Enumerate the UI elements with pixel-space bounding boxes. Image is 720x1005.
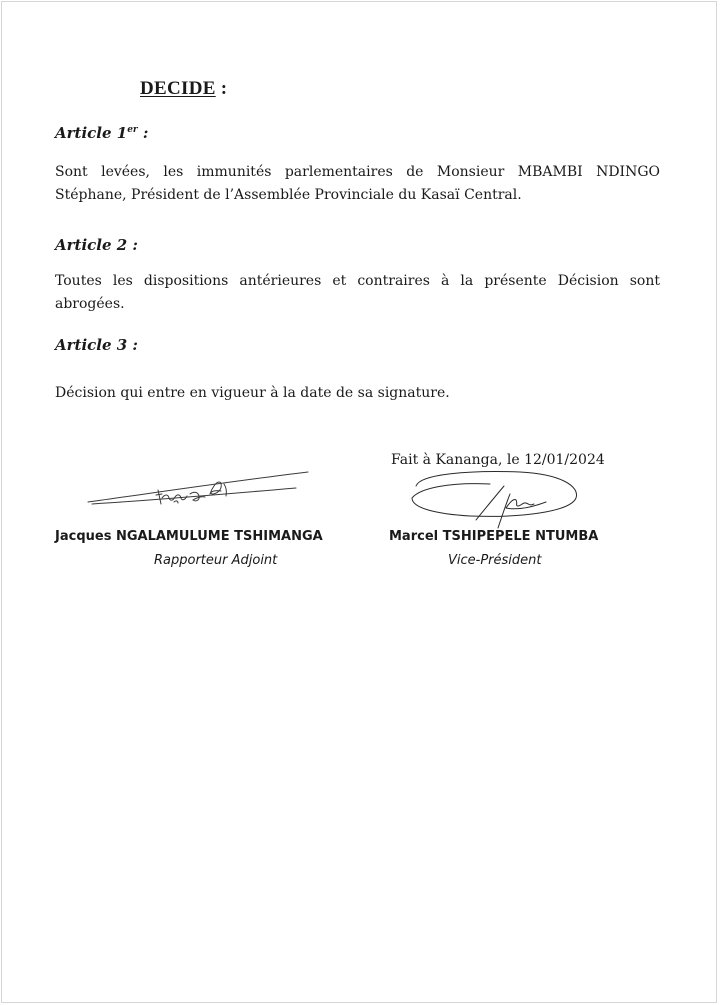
signature-right-image [410,468,586,534]
article-1-superscript: er [127,125,138,135]
document-page [1,1,717,1003]
decision-heading-text: DECIDE [140,78,216,99]
article-3-line-1: Décision qui entre en vigueur à la date de sa signature. [55,385,450,401]
signatory-1-name: Jacques NGALAMULUME TSHIMANGA [55,529,323,544]
decision-heading-colon: : [215,78,228,99]
article-2-body [55,270,660,316]
article-1-line-2: Stéphane, Président de l’Assemblée Provinciale du Kasaï Central. [55,187,522,203]
article-2-line-2: abrogées. [55,296,125,312]
signatory-1-role: Rapporteur Adjoint [154,553,278,568]
place-and-date: Fait à Kananga, le 12/01/2024 [391,452,605,468]
article-1-title-suffix: : [137,124,149,142]
article-3-body [55,382,660,405]
article-1-body [55,161,660,207]
signatory-2-name: Marcel TSHIPEPELE NTUMBA [389,529,599,544]
article-1-line-1: Sont levées, les immunités parlementaires de Monsieur MBAMBI NDINGO [55,164,660,180]
article-1-title [55,124,148,142]
article-2-title: Article 2 : [55,236,138,254]
article-2-line-1: Toutes les dispositions antérieures et contraires à la présente Décision sont [55,273,660,289]
article-3-title: Article 3 : [55,336,138,354]
decision-heading [140,78,227,100]
article-1-title-text: Article 1 [55,124,128,142]
signature-left-image [86,464,316,510]
signatory-2-role: Vice-Président [448,553,542,568]
